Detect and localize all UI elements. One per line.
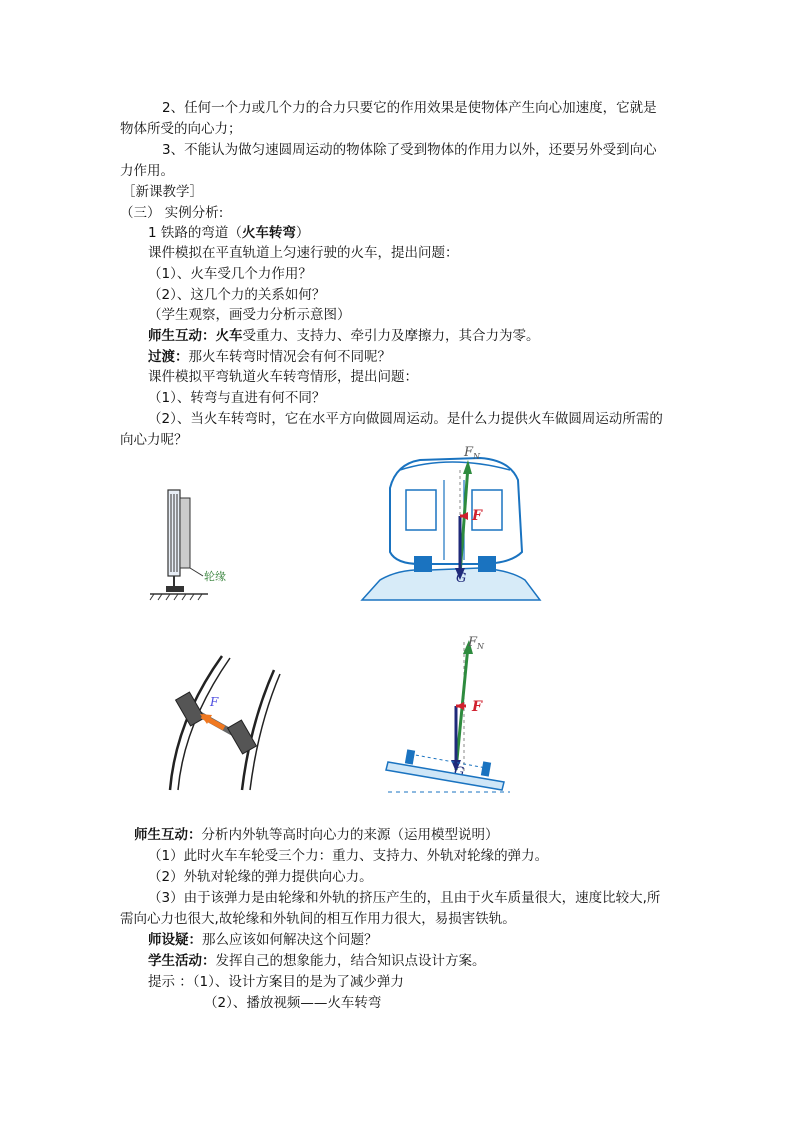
rail-left xyxy=(405,749,415,764)
fn-label-2: $F_N$ xyxy=(468,635,485,651)
wheel-left xyxy=(414,556,432,572)
force-diagram-figure xyxy=(384,632,514,794)
fn-label: $F_N$ xyxy=(464,445,481,461)
analysis-item1: （1）此时火车车轮受三个力：重力、支持力、外轨对轮缘的弹力。 xyxy=(148,848,549,864)
topic-bold: 火车转弯 xyxy=(241,225,296,241)
wheel-rim-label: 轮缘 xyxy=(204,570,226,583)
teacher-label: 师设疑： xyxy=(148,932,202,948)
g-label-2: G xyxy=(454,765,465,780)
wheel-rim xyxy=(180,498,190,568)
straight-observe: （学生观察，画受力分析示意图） xyxy=(148,307,351,323)
analysis-item3-line1: （3）由于该弹力是由轮缘和外轨的挤压产生的，且由于火车质量很大，速度比较大,所 xyxy=(148,890,661,906)
transition-label: 过渡： xyxy=(148,349,189,365)
hint-label: 提示 ： xyxy=(148,974,193,990)
student-label: 学生活动： xyxy=(148,953,216,969)
analysis-item2: （2）外轨对轮缘的弹力提供向心力。 xyxy=(148,869,373,885)
wheel-right xyxy=(478,556,496,572)
hint2: （2）、播放视频——火车转弯 xyxy=(204,995,382,1011)
intro-p3-line2: 力作用。 xyxy=(120,163,174,179)
analysis-item3-line2: 需向心力也很大,故轮缘和外轨间的相互作用力很大，易损害铁轨。 xyxy=(120,911,516,927)
train-flat-figure xyxy=(360,440,542,602)
straight-q2: （2）、这几个力的关系如何？ xyxy=(148,287,326,303)
interact-label: 师生互动： xyxy=(148,328,216,344)
intro-p2-line1: 2、任何一个力或几个力的合力只要它的作用效果是使物体产生向心加速度，它就是 xyxy=(162,100,657,116)
g-label: G xyxy=(456,571,467,586)
intro-p2-line2: 物体所受的向心力； xyxy=(120,121,242,137)
straight-interact xyxy=(148,327,540,345)
hint-line1 xyxy=(148,973,404,991)
rail-base xyxy=(166,586,184,592)
topic-prefix: 1 铁路的弯道（ xyxy=(148,225,242,241)
straight-q1: （1）、火车受几个力作用？ xyxy=(148,266,312,282)
interact-text: 受重力、支持力、牵引力及摩擦力，其合力为零。 xyxy=(242,328,540,344)
f-label-2: F xyxy=(472,699,482,715)
straight-sim: 课件模拟在平直轨道上匀速行驶的火车，提出问题： xyxy=(148,245,459,261)
analysis-interact-text: 分析内外轨等高时向心力的来源（运用模型说明） xyxy=(201,827,499,843)
curve-q2-line1: （2）、当火车转弯时，它在水平方向做圆周运动。是什么力提供火车做圆周运动所需的 xyxy=(148,411,663,427)
intro-p3-line1: 3、不能认为做匀速圆周运动的物体除了受到物体的作用力以外，还要另外受到向心 xyxy=(162,142,657,158)
curve-q2-line2: 向心力呢？ xyxy=(120,432,188,448)
transition xyxy=(148,348,391,366)
curve-q1: （1）、转弯与直进有何不同？ xyxy=(148,390,326,406)
part-title: （三） 实例分析: xyxy=(120,205,224,221)
student-text: 发挥自己的想象能力，结合知识点设计方案。 xyxy=(215,953,486,969)
hint1: （1）、设计方案目的是为了减少弹力 xyxy=(192,974,404,990)
rail-right xyxy=(481,761,491,776)
topic-title xyxy=(148,224,309,242)
curve-sim: 课件模拟平弯轨道火车转弯情形，提出问题： xyxy=(148,369,418,385)
ground-mound xyxy=(362,568,540,600)
teacher-text: 那么应该如何解决这个问题？ xyxy=(202,932,378,948)
wheel-rim-figure xyxy=(148,488,238,608)
new-lesson-heading: ［新课教学］ xyxy=(122,184,203,200)
transition-text: 那火车转弯时情况会有何不同呢？ xyxy=(188,349,391,365)
curved-rails-figure xyxy=(162,650,282,795)
f-label: F xyxy=(472,508,482,524)
interact-bold: 火车 xyxy=(215,328,243,344)
f-label-rails: F xyxy=(210,695,219,709)
topic-suffix: ） xyxy=(295,225,310,241)
teacher-question xyxy=(148,931,378,949)
analysis-interact xyxy=(134,826,499,844)
analysis-interact-label: 师生互动： xyxy=(134,827,202,843)
student-activity xyxy=(148,952,486,970)
